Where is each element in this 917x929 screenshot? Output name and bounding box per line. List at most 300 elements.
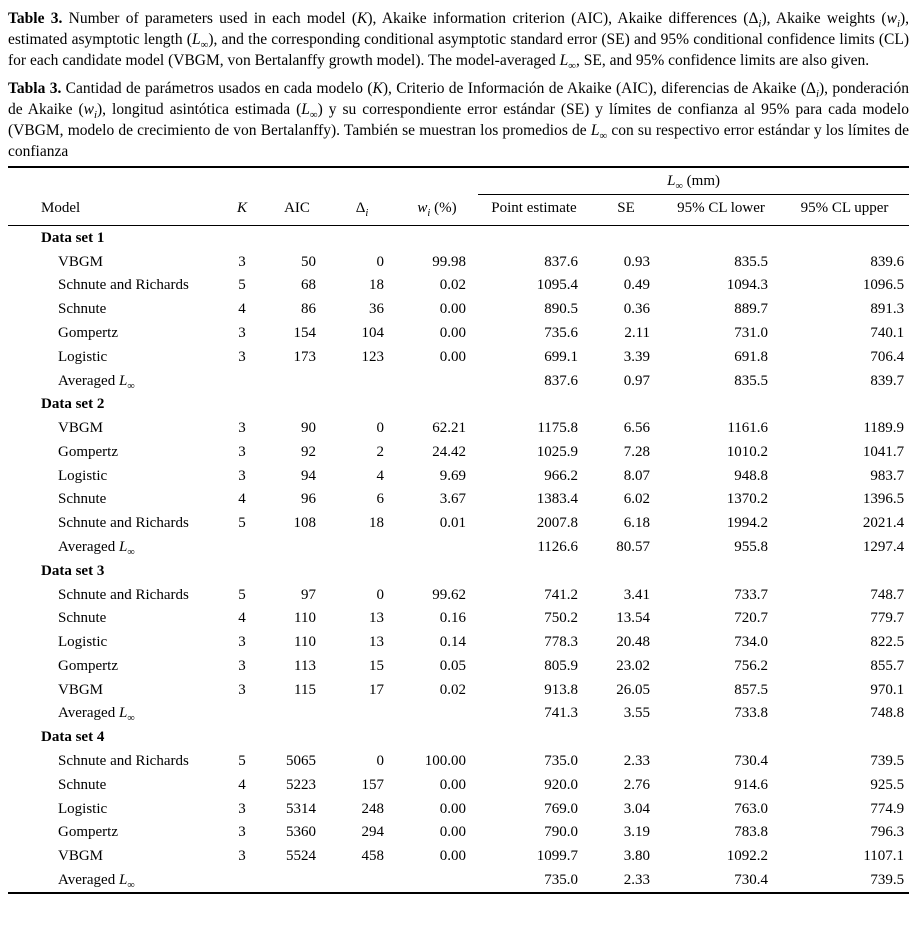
value-cell-delta-i: 0 (376, 420, 384, 437)
value-cell-delta-i: 458 (361, 848, 384, 865)
value-cell-k (218, 536, 266, 560)
text-segment: Gompertz (58, 657, 118, 674)
value-cell-cl-upper: 983.7 (870, 467, 905, 484)
value-cell-cl-upper: 1041.7 (862, 443, 905, 460)
value-cell-se: 6.02 (623, 491, 651, 508)
column-header-aic (266, 195, 328, 226)
text-segment: Logistic (58, 348, 108, 365)
value-cell-cl-upper: 891.3 (870, 301, 905, 318)
value-cell-delta-i: 248 (361, 800, 384, 817)
text-segment: Averaged (58, 871, 119, 888)
value-cell-cl-lower: 1094.3 (726, 277, 769, 294)
value-cell-cl-upper: 1107.1 (863, 848, 905, 865)
value-cell-cl-upper: 1096.5 (862, 277, 905, 294)
value-cell-se: 6.18 (623, 515, 651, 532)
caption-english (8, 8, 909, 72)
value-cell-cl-upper: 1189.9 (863, 420, 905, 437)
model-cell (8, 869, 218, 894)
value-cell-point-estimate: 805.9 (544, 657, 579, 674)
value-cell-k: 3 (238, 824, 246, 841)
text-segment: Schnute and Richards (58, 277, 189, 294)
value-cell-point-estimate: 790.0 (544, 824, 579, 841)
value-cell-k (218, 369, 266, 393)
value-cell-point-estimate: 1025.9 (536, 443, 579, 460)
value-cell-delta-i: 18 (369, 277, 384, 294)
text-segment: L (559, 52, 569, 70)
table-row (8, 512, 909, 536)
text-segment: Tabla 3. (8, 79, 62, 97)
text-segment: K (372, 79, 383, 97)
value-cell-cl-upper: 779.7 (870, 610, 905, 627)
value-cell-cl-lower: 756.2 (734, 657, 769, 674)
value-cell-point-estimate: 913.8 (544, 681, 579, 698)
value-cell-se: 3.19 (623, 824, 651, 841)
text-segment: , SE, and 95% confidence limits are also given. (576, 52, 870, 70)
value-cell-aic: 110 (294, 634, 316, 651)
value-cell-cl-lower: 1161.6 (727, 420, 769, 437)
text-segment: Point estimate (491, 200, 577, 217)
value-cell-aic: 92 (301, 443, 316, 460)
value-cell-k: 3 (238, 420, 246, 437)
text-segment: 95% CL upper (800, 200, 889, 217)
model-cell (8, 702, 218, 726)
column-header-row (8, 195, 909, 226)
value-cell-se: 2.33 (623, 871, 651, 888)
value-cell-point-estimate: 966.2 (544, 467, 579, 484)
text-segment: i (896, 18, 900, 31)
value-cell-cl-upper: 839.6 (870, 253, 905, 270)
text-segment: VBGM (58, 420, 104, 437)
value-cell-weight-pct (396, 702, 478, 726)
table-row (8, 464, 909, 488)
value-cell-aic: 113 (294, 657, 316, 674)
value-cell-delta-i: 36 (369, 301, 384, 318)
section-title: Data set 1 (41, 229, 105, 246)
span-header-row (8, 167, 909, 195)
value-cell-aic: 5065 (286, 753, 316, 769)
value-cell-weight-pct: 0.16 (439, 610, 467, 627)
text-segment: VBGM (58, 848, 104, 865)
text-segment: ), and the corresponding conditional asymptotic standard error (SE) and 95% conditional confidence limits (CL) for each candidate model (VBGM, von Bertalanffy growth model). The model-averaged (8, 31, 909, 70)
table-row (8, 369, 909, 393)
value-cell-se: 0.49 (623, 277, 651, 294)
value-cell-point-estimate: 920.0 (544, 776, 579, 793)
table-row (8, 869, 909, 894)
text-segment: Schnute (58, 776, 107, 793)
text-segment: Table 3. (8, 10, 63, 27)
column-header-point-estimate (478, 195, 590, 226)
column-header-cl-lower (662, 195, 780, 226)
value-cell-delta-i (328, 536, 396, 560)
section-title-row (8, 559, 909, 583)
value-cell-cl-lower: 733.8 (734, 705, 769, 722)
text-segment: i (93, 108, 97, 121)
value-cell-k: 4 (238, 610, 246, 627)
text-segment: L (667, 173, 676, 190)
text-segment: Logistic (58, 467, 108, 484)
value-cell-weight-pct: 24.42 (432, 443, 467, 460)
value-cell-k: 3 (238, 443, 246, 460)
table-row (8, 417, 909, 441)
value-cell-point-estimate: 1099.7 (536, 848, 579, 865)
table-head (8, 167, 909, 226)
text-segment: Schnute and Richards (58, 515, 189, 532)
value-cell-k (218, 869, 266, 894)
text-segment: Averaged (58, 372, 119, 389)
text-segment: Gompertz (58, 824, 118, 841)
text-segment: ) y su correspondiente error estándar (SE) y límites de confianza al 95% para cada modelo (VBGM, modelo de crecimiento de von Bertalanffy). También se muestran los promedios de (8, 100, 909, 140)
value-cell-cl-lower: 1010.2 (726, 443, 769, 460)
text-segment: ∞ (599, 130, 608, 143)
text-segment: ), Criterio de Información de Akaike (AIC), diferencias de Akaike (Δ (382, 79, 816, 97)
section-title-row (8, 226, 909, 250)
text-segment: w (886, 10, 897, 27)
table-row (8, 583, 909, 607)
table-row (8, 750, 909, 774)
model-cell (8, 345, 218, 369)
value-cell-se: 0.36 (623, 301, 651, 318)
text-segment: L (301, 100, 310, 118)
value-cell-delta-i: 0 (376, 586, 384, 603)
model-cell (8, 512, 218, 536)
value-cell-weight-pct: 0.00 (439, 348, 467, 365)
value-cell-cl-lower: 1994.2 (726, 515, 769, 532)
value-cell-cl-upper: 970.1 (870, 681, 905, 698)
table-row (8, 298, 909, 322)
value-cell-aic: 173 (293, 348, 316, 365)
value-cell-weight-pct: 0.14 (439, 634, 467, 651)
value-cell-k: 4 (238, 491, 246, 508)
table-row (8, 845, 909, 869)
value-cell-k: 3 (238, 800, 246, 817)
value-cell-delta-i: 0 (376, 253, 384, 270)
model-cell (8, 750, 218, 774)
model-cell (8, 417, 218, 441)
value-cell-point-estimate: 778.3 (544, 634, 579, 651)
value-cell-delta-i: 104 (361, 324, 384, 341)
value-cell-se: 3.41 (623, 586, 651, 603)
value-cell-cl-lower: 720.7 (734, 610, 769, 627)
value-cell-cl-lower: 835.5 (734, 253, 769, 270)
text-segment: ∞ (309, 108, 318, 121)
value-cell-k: 3 (238, 467, 246, 484)
value-cell-se: 13.54 (616, 610, 651, 627)
text-segment: Gompertz (58, 324, 118, 341)
value-cell-cl-upper: 1297.4 (862, 538, 905, 555)
value-cell-se: 23.02 (616, 657, 651, 674)
table-row (8, 631, 909, 655)
value-cell-cl-upper: 2021.4 (862, 515, 905, 532)
value-cell-se: 8.07 (623, 467, 651, 484)
value-cell-k: 4 (238, 301, 246, 318)
value-cell-k: 3 (238, 681, 246, 698)
value-cell-k (218, 702, 266, 726)
value-cell-aic (266, 702, 328, 726)
value-cell-delta-i: 294 (361, 824, 384, 841)
linf-mm-span-header (478, 167, 909, 195)
text-segment: L (118, 705, 128, 722)
table-row (8, 274, 909, 298)
value-cell-k: 3 (238, 848, 246, 865)
value-cell-aic (266, 869, 328, 894)
text-segment: (mm) (682, 173, 720, 190)
value-cell-cl-lower: 1092.2 (726, 848, 769, 865)
value-cell-point-estimate: 735.0 (544, 753, 579, 769)
value-cell-cl-upper: 925.5 (870, 776, 905, 793)
value-cell-point-estimate: 769.0 (544, 800, 579, 817)
text-segment: ∞ (200, 39, 209, 52)
value-cell-aic: 115 (294, 681, 316, 698)
value-cell-cl-lower: 857.5 (734, 681, 769, 698)
text-segment: Schnute and Richards (58, 753, 189, 769)
value-cell-point-estimate: 837.6 (544, 253, 579, 270)
span-header-spacer (8, 167, 478, 195)
value-cell-weight-pct: 100.00 (424, 753, 467, 769)
text-segment: ∞ (127, 546, 135, 558)
model-cell (8, 274, 218, 298)
text-segment: 95% CL lower (677, 200, 765, 217)
value-cell-weight-pct: 99.98 (432, 253, 467, 270)
value-cell-cl-upper: 739.5 (870, 753, 905, 769)
text-segment: i (815, 87, 819, 100)
text-segment: AIC (284, 200, 310, 217)
value-cell-weight-pct: 0.00 (439, 800, 467, 817)
text-segment: Averaged (58, 705, 119, 722)
text-segment: Model (41, 200, 81, 217)
value-cell-point-estimate: 741.3 (544, 705, 579, 722)
value-cell-delta-i: 123 (361, 348, 384, 365)
text-segment: ∞ (675, 181, 683, 193)
value-cell-se: 3.04 (623, 800, 651, 817)
value-cell-point-estimate: 1126.6 (537, 538, 579, 555)
value-cell-cl-lower: 733.7 (734, 586, 769, 603)
text-segment: Δ (355, 200, 366, 217)
text-segment: ∞ (127, 380, 135, 392)
value-cell-cl-upper: 739.5 (870, 871, 905, 888)
model-cell (8, 845, 218, 869)
text-segment: w (417, 200, 428, 217)
model-cell (8, 369, 218, 393)
value-cell-point-estimate: 2007.8 (536, 515, 579, 532)
value-cell-cl-lower: 889.7 (734, 301, 769, 318)
value-cell-weight-pct: 0.00 (439, 848, 467, 865)
column-header-se (590, 195, 662, 226)
text-segment: Gompertz (58, 443, 118, 460)
text-segment: (%) (430, 200, 457, 217)
value-cell-weight-pct (396, 869, 478, 894)
value-cell-point-estimate: 1383.4 (536, 491, 579, 508)
text-segment: Number of parameters used in each model ( (62, 10, 358, 27)
value-cell-delta-i: 157 (361, 776, 384, 793)
value-cell-cl-upper: 1396.5 (862, 491, 905, 508)
model-cell (8, 464, 218, 488)
value-cell-se: 26.05 (616, 681, 651, 698)
value-cell-weight-pct: 0.00 (439, 824, 467, 841)
table-row (8, 345, 909, 369)
value-cell-cl-upper: 748.8 (870, 705, 905, 722)
value-cell-se: 80.57 (616, 538, 651, 555)
value-cell-cl-lower: 731.0 (734, 324, 769, 341)
value-cell-point-estimate: 1095.4 (536, 277, 579, 294)
value-cell-cl-lower: 914.6 (734, 776, 769, 793)
value-cell-aic: 5524 (286, 848, 316, 865)
text-segment: VBGM (58, 681, 104, 698)
value-cell-point-estimate: 735.6 (544, 324, 579, 341)
value-cell-aic: 108 (293, 515, 316, 532)
text-segment: SE (617, 200, 635, 217)
value-cell-k: 5 (238, 515, 246, 532)
value-cell-k: 4 (238, 776, 246, 793)
text-segment: L (191, 31, 201, 49)
value-cell-delta-i: 15 (369, 657, 384, 674)
value-cell-k: 5 (238, 277, 246, 294)
text-segment: Averaged (58, 538, 119, 555)
text-segment: Schnute (58, 301, 107, 318)
value-cell-cl-upper: 740.1 (870, 324, 905, 341)
value-cell-cl-lower: 734.0 (734, 634, 769, 651)
value-cell-se: 2.33 (623, 753, 651, 769)
value-cell-cl-upper: 774.9 (870, 800, 905, 817)
text-segment: ∞ (127, 713, 135, 725)
table-row (8, 440, 909, 464)
text-segment: ∞ (127, 879, 135, 891)
model-cell (8, 678, 218, 702)
value-cell-cl-lower: 691.8 (734, 348, 769, 365)
model-cell (8, 322, 218, 346)
column-header-k (218, 195, 266, 226)
text-segment: Logistic (58, 800, 108, 817)
column-header-weight-pct (396, 195, 478, 226)
value-cell-se: 2.11 (624, 324, 651, 341)
value-cell-se: 3.80 (623, 848, 651, 865)
model-cell (8, 773, 218, 797)
text-segment: L (590, 122, 600, 140)
value-cell-delta-i (328, 869, 396, 894)
value-cell-aic: 86 (301, 301, 316, 318)
section-title: Data set 4 (41, 729, 105, 746)
value-cell-cl-lower: 1370.2 (726, 491, 769, 508)
value-cell-aic: 5223 (286, 776, 316, 793)
value-cell-cl-lower: 955.8 (734, 538, 769, 555)
text-segment: ), longitud asintótica estimada ( (97, 100, 302, 118)
value-cell-delta-i (328, 702, 396, 726)
table-body (8, 226, 909, 893)
value-cell-aic: 5360 (286, 824, 316, 841)
value-cell-cl-upper: 855.7 (870, 657, 905, 674)
text-segment: K (236, 200, 247, 217)
table-row (8, 678, 909, 702)
value-cell-point-estimate: 699.1 (544, 348, 579, 365)
value-cell-se: 7.28 (623, 443, 651, 460)
text-segment: Schnute and Richards (58, 586, 189, 603)
text-segment: ∞ (568, 60, 577, 73)
model-cell (8, 607, 218, 631)
value-cell-cl-upper: 839.7 (870, 372, 905, 389)
value-cell-weight-pct: 3.67 (439, 491, 467, 508)
table-row (8, 322, 909, 346)
section-title-row (8, 393, 909, 417)
text-segment: con su respectivo error estándar y los límites de confianza (8, 122, 909, 161)
value-cell-aic: 97 (301, 586, 316, 603)
model-cell (8, 797, 218, 821)
value-cell-aic (266, 536, 328, 560)
value-cell-delta-i: 0 (376, 753, 384, 769)
value-cell-k: 5 (238, 586, 246, 603)
value-cell-aic: 94 (301, 467, 316, 484)
text-segment: Schnute (58, 491, 107, 508)
model-cell (8, 654, 218, 678)
value-cell-weight-pct: 99.62 (432, 586, 467, 603)
value-cell-k: 3 (238, 634, 246, 651)
column-header-delta-i (328, 195, 396, 226)
value-cell-k: 3 (238, 324, 246, 341)
value-cell-cl-lower: 783.8 (734, 824, 769, 841)
results-table (8, 166, 909, 894)
value-cell-weight-pct (396, 369, 478, 393)
text-segment: w (83, 100, 94, 118)
text-segment: ), ponderación de Akaike ( (8, 79, 909, 118)
value-cell-delta-i (328, 369, 396, 393)
value-cell-aic (266, 369, 328, 393)
value-cell-cl-lower: 763.0 (734, 800, 769, 817)
value-cell-weight-pct: 9.69 (439, 467, 467, 484)
value-cell-cl-lower: 730.4 (734, 753, 769, 769)
value-cell-aic: 68 (301, 277, 316, 294)
value-cell-point-estimate: 837.6 (544, 372, 579, 389)
value-cell-weight-pct (396, 536, 478, 560)
value-cell-delta-i: 2 (376, 443, 384, 460)
model-cell (8, 536, 218, 560)
value-cell-point-estimate: 735.0 (544, 871, 579, 888)
text-segment: i (365, 208, 369, 220)
value-cell-cl-lower: 948.8 (734, 467, 769, 484)
text-segment: K (357, 10, 368, 27)
table-row (8, 654, 909, 678)
column-header-cl-upper (780, 195, 909, 226)
value-cell-delta-i: 4 (376, 467, 384, 484)
text-segment: i (427, 208, 431, 220)
model-cell (8, 583, 218, 607)
value-cell-aic: 110 (294, 610, 316, 627)
value-cell-delta-i: 13 (369, 634, 384, 651)
value-cell-weight-pct: 0.00 (439, 301, 467, 318)
value-cell-aic: 5314 (286, 800, 316, 817)
model-cell (8, 250, 218, 274)
value-cell-weight-pct: 0.01 (439, 515, 467, 532)
value-cell-weight-pct: 0.02 (439, 681, 467, 698)
text-segment: L (118, 871, 128, 888)
value-cell-delta-i: 18 (369, 515, 384, 532)
value-cell-point-estimate: 890.5 (544, 301, 579, 318)
table-row (8, 702, 909, 726)
value-cell-se: 20.48 (616, 634, 651, 651)
text-segment: L (118, 372, 128, 389)
value-cell-se: 0.93 (623, 253, 651, 270)
text-segment: ), Akaike information criterion (AIC), Akaike differences (Δ (367, 10, 759, 27)
text-segment: Cantidad de parámetros usados en cada modelo ( (61, 79, 373, 97)
model-cell (8, 440, 218, 464)
table-row (8, 250, 909, 274)
value-cell-aic: 154 (293, 324, 316, 341)
value-cell-cl-upper: 796.3 (870, 824, 905, 841)
value-cell-delta-i: 17 (369, 681, 384, 698)
section-title-row (8, 726, 909, 750)
model-cell (8, 631, 218, 655)
value-cell-se: 3.39 (623, 348, 651, 365)
caption-spanish (8, 78, 909, 163)
value-cell-point-estimate: 750.2 (544, 610, 579, 627)
column-header-model (8, 195, 218, 226)
